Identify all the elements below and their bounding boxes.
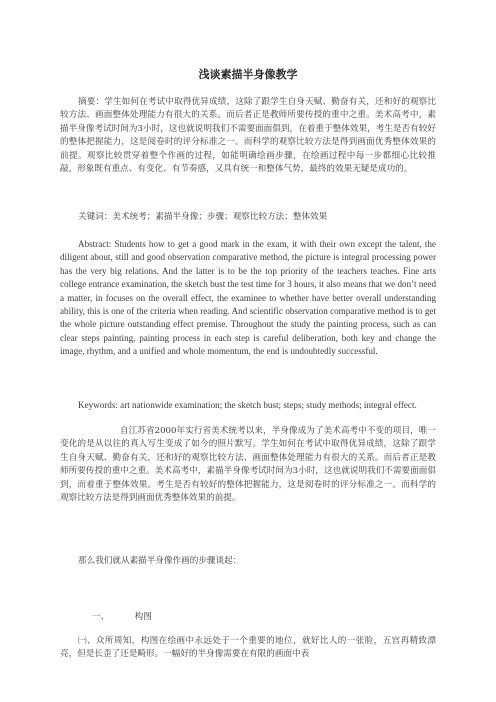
keywords-en: Keywords: art nationwide examination; the sketch bust; steps; study methods; integral effect. — [78, 400, 417, 410]
document-title: 浅谈素描半身像教学 — [198, 68, 298, 81]
section-title: 构图 — [134, 612, 152, 622]
section-paragraph: ㈠、众所周知，构图在绘画中永远处于一个重要的地位，就好比人的一张脸，五官再精致漂亮，但是长歪了还是畸形。一幅好的半身像需要在有限的画面中表 — [60, 636, 436, 660]
section-heading — [92, 610, 152, 622]
abstract-en: Abstract: Students how to get a good mark in the exam, it with their own except the talent, the diligent about, still and good observation comparative method, the picture is integral processing power has the very big relations. And the latter is to be the top priority of the teachers teaches. Fine arts college entrance examination, the sketch bust the test time for 3 hours, it also means that we don’t need a matter, in focuses on the overall effect, the examinee to whether have better overall understanding ability, this is one of the criteria when reading. And scientific observation comparative method is to get the whole picture outstanding effect premise. Throughout the study the painting process, such as can clear steps painting, painting process in each step is careful deliberation, both key and change the image, rhythm, and a unified and whole momentum, the end is undoubtedly successful. — [60, 239, 436, 357]
transition-line: 那么我们就从素描半身像作画的步骤谈起： — [78, 556, 242, 566]
abstract-cn: 摘要：学生如何在考试中取得优异成绩，这除了跟学生自身天赋、勤奋有关，还和好的观察比较方法、画面整体处理能力有很大的关系。而后者正是教师所要传授的重中之重。美术高考中，素描半身像考试时间为3小时，这也就说明我们不需要面面俱到，在着重于整体效果，考生是否有较好的整体把握能力，这是阅卷时的评分标准之一。而科学的观察比较方法是得到画面优秀整体效果的前提。观察比较贯穿着整个作画的过程，如能明确绘画步骤，在绘画过程中每一步都细心比较推敲，形象既有重点、有变化、有节奏感，又具有统一和整体气势，最终的效果无疑是成功的。 — [60, 97, 436, 175]
section-number: 一、 — [92, 612, 110, 622]
keywords-cn: 关键词：美术统考；素描半身像；步骤；观察比较方法；整体效果 — [78, 212, 328, 222]
intro-paragraph: 自江苏省2000年实行省美术统考以来，半身像成为了美术高考中不变的项目，唯一变化的是从以往的真人写生变成了如今的照片默写。学生如何在考试中取得优异成绩，这除了跟学生自身天赋、勤奋有关，还和好的观察比较方法、画面整体处理能力有很大的关系。而后者正是教师所要传授的重中之重。美术高考中，素描半身像考试时间为3小时，这也就说明我们不需要面面俱到，而着重于整体效果。考生是否有较好的整体把握能力，这是阅卷时的评分标准之一。而科学的观察比较方法是得到画面优秀整体效果的前提。 — [60, 426, 436, 504]
